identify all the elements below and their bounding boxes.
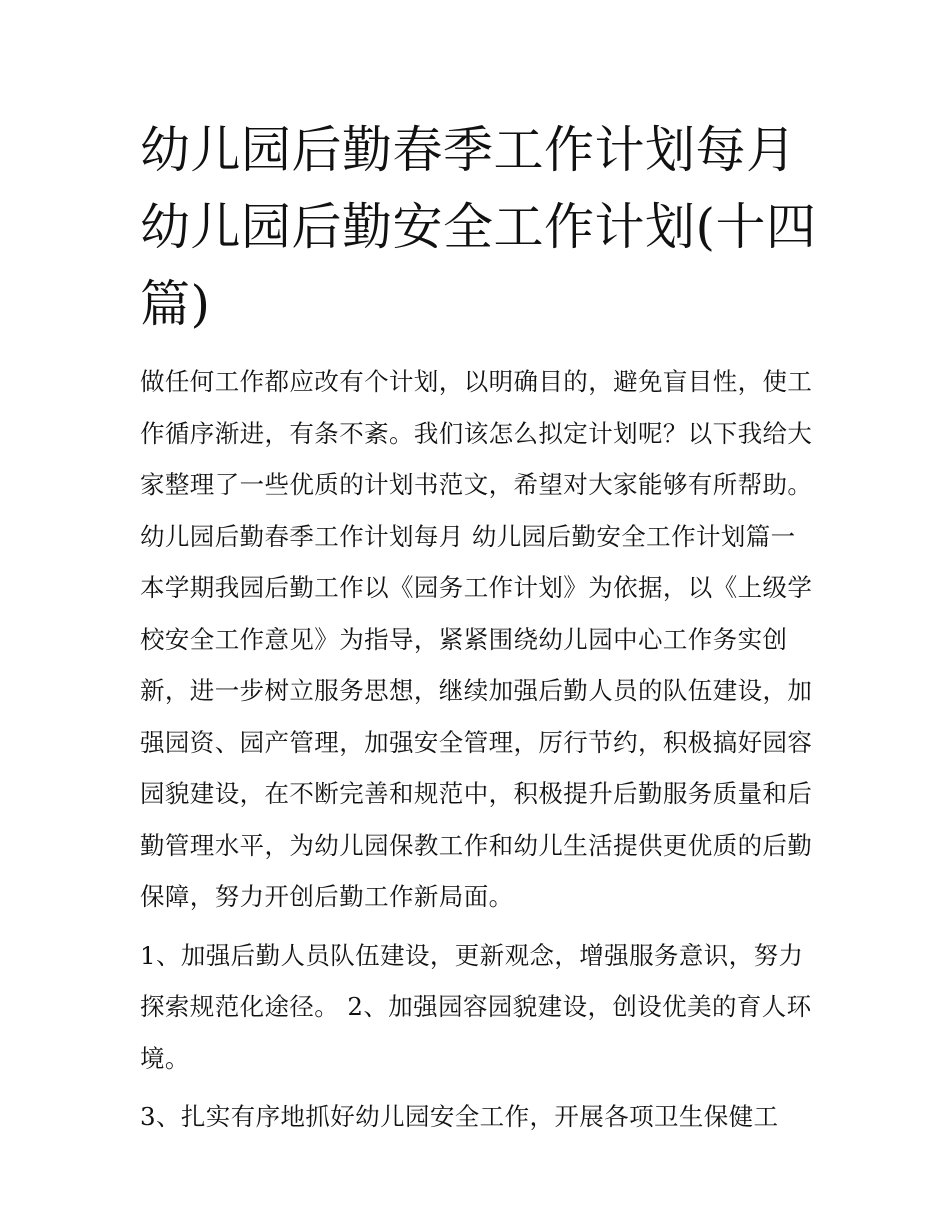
- body-line-8: 强园资、园产管理，加强安全管理，厉行节约，积极搞好园容: [140, 727, 813, 757]
- body-line-12: 1、加强后勤人员队伍建设，更新观念，增强服务意识，努力: [140, 940, 804, 970]
- body-line-11: 保障，努力开创后勤工作新局面。: [140, 882, 514, 911]
- body-line-3: 家整理了一些优质的计划书范文，希望对大家能够有所帮助。: [140, 470, 813, 499]
- document-body: [140, 356, 830, 1143]
- body-line-10: 勤管理水平，为幼儿园保教工作和幼儿生活提供更优质的后勤: [140, 830, 813, 860]
- body-line-7: 新，进一步树立服务思想，继续加强后勤人员的队伍建设，加: [140, 676, 813, 705]
- body-line-9: 园貌建设，在不断完善和规范中，积极提升后勤服务质量和后: [140, 779, 813, 808]
- title-line-1: 幼儿园后勤春季工作计划每月: [140, 121, 797, 179]
- document-title: [140, 112, 830, 343]
- title-line-3: 篇): [140, 275, 211, 333]
- body-line-4: 幼儿园后勤春季工作计划每月 幼儿园后勤安全工作计划篇一: [140, 521, 796, 551]
- body-line-1: 做任何工作都应改有个计划，以明确目的，避免盲目性，使工: [140, 367, 813, 396]
- body-line-14: 境。: [140, 1043, 190, 1073]
- body-line-5: 本学期我园后勤工作以《园务工作计划》为依据，以《上级学: [140, 573, 813, 602]
- body-line-13: 探索规范化途径。 2、加强园容园貌建设，创设优美的育人环: [140, 992, 812, 1021]
- body-line-15: 3、扎实有序地抓好幼儿园安全工作，开展各项卫生保健工: [140, 1102, 779, 1131]
- body-line-6: 校安全工作意见》为指导，紧紧围绕幼儿园中心工作务实创: [140, 624, 788, 654]
- body-line-2: 作循序渐进，有条不紊。我们该怎么拟定计划呢？以下我给大: [140, 418, 813, 448]
- title-line-2: 幼儿园后勤安全工作计划(十四: [140, 198, 817, 256]
